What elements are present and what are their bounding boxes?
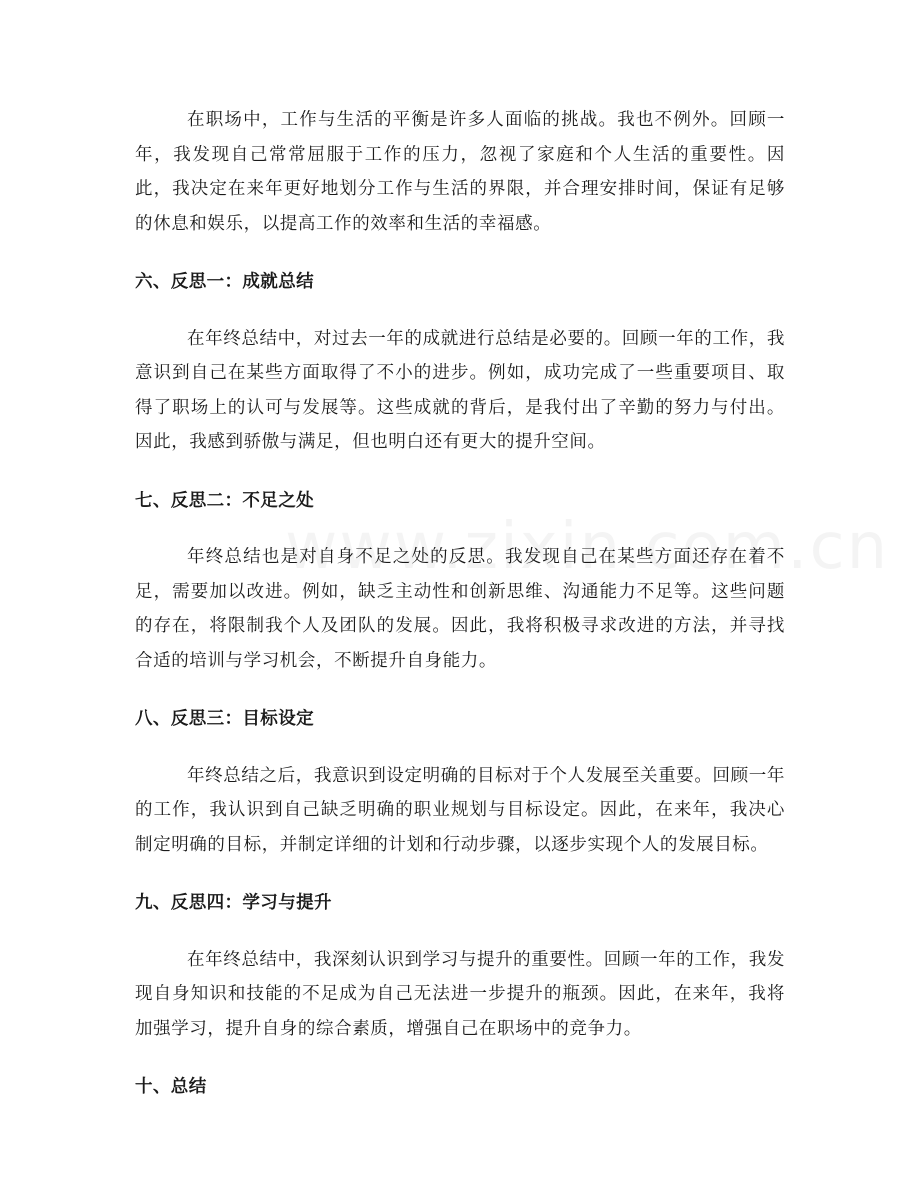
heading-section-7: 七、反思二：不足之处 [135,490,314,511]
heading-section-9: 九、反思四：学习与提升 [135,893,332,913]
paragraph-shortcomings: 年终总结也是对自身不足之处的反思。我发现自己在某些方面还存在着不足，需要加以改进。例如，缺乏主动性和创新思维、沟通能力不足等。这些问题的存在，将限制我个人及团队的发展。因此，我将积极寻求改进的方法，并寻找合适的培训与学习机会，不断提升自身能力。 [135,547,785,671]
heading-section-8: 八、反思三：目标设定 [135,709,314,729]
document-body [135,103,785,1105]
heading-section-6: 六、反思一：成就总结 [135,272,314,292]
heading-section-10: 十、总结 [135,1077,207,1097]
paragraph-learning: 在年终总结中，我深刻认识到学习与提升的重要性。回顾一年的工作，我发现自身知识和技能的不足成为自己无法进一步提升的瓶颈。因此，在来年，我将加强学习，提升自身的综合素质，增强自己在职场中的竞争力。 [135,949,785,1039]
paragraph-achievements: 在年终总结中，对过去一年的成就进行总结是必要的。回顾一年的工作，我意识到自己在某些方面取得了不小的进步。例如，成功完成了一些重要项目、取得了职场上的认可与发展等。这些成就的背后，是我付出了辛勤的努力与付出。因此，我感到骄傲与满足，但也明白还有更大的提升空间。 [135,328,785,452]
paragraph-goal-setting: 年终总结之后，我意识到设定明确的目标对于个人发展至关重要。回顾一年的工作，我认识到自己缺乏明确的职业规划与目标设定。因此，在来年，我决心制定明确的目标，并制定详细的计划和行动步骤，以逐步实现个人的发展目标。 [135,765,785,855]
paragraph-work-life-balance: 在职场中，工作与生活的平衡是许多人面临的挑战。我也不例外。回顾一年，我发现自己常常屈服于工作的压力，忽视了家庭和个人生活的重要性。因此，我决定在来年更好地划分工作与生活的界限，并合理安排时间，保证有足够的休息和娱乐，以提高工作的效率和生活的幸福感。 [135,110,785,234]
